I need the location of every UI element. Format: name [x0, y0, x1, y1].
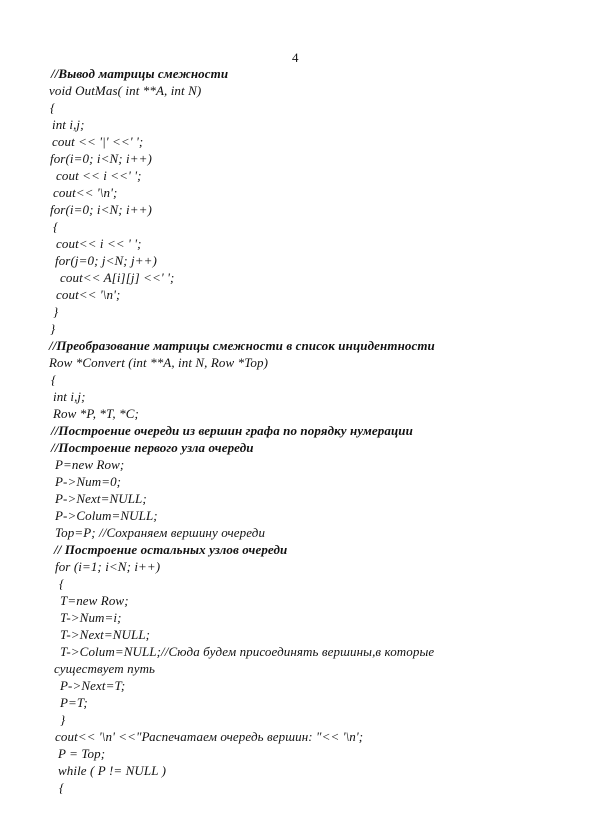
- code-line: cout<< '\n' <<"Распечатаем очередь вершин: "<< '\n';: [55, 729, 364, 744]
- code-line: int i,j;: [53, 389, 86, 404]
- code-line: Row *P, *T, *C;: [53, 406, 139, 421]
- code-line: {: [51, 372, 57, 387]
- code-line: cout<< '\n';: [53, 185, 118, 200]
- code-line: P=new Row;: [55, 457, 125, 472]
- code-line: }: [60, 712, 66, 727]
- code-line: }: [53, 304, 59, 319]
- code-line: {: [53, 219, 59, 234]
- code-line: {: [59, 576, 65, 591]
- code-line: Row *Convert (int **A, int N, Row *Top): [49, 355, 269, 370]
- code-line: while ( P != NULL ): [58, 763, 167, 778]
- code-line: //Построение очереди из вершин графа по порядку нумерации: [51, 423, 413, 438]
- code-line: for(j=0; j<N; j++): [55, 253, 157, 268]
- code-line: cout << i <<' ';: [56, 168, 142, 183]
- code-line: cout << '|' <<' ';: [52, 134, 144, 149]
- code-line: cout<< A[i][j] <<' ';: [60, 270, 175, 285]
- code-line: int i,j;: [52, 117, 85, 132]
- code-line: P->Next=NULL;: [55, 491, 147, 506]
- code-line: {: [50, 100, 56, 115]
- code-line: //Построение первого узла очереди: [51, 440, 254, 455]
- code-line: //Преобразование матрицы смежности в список инцидентности: [49, 338, 435, 353]
- code-line: P->Next=T;: [60, 678, 126, 693]
- code-line: T->Next=NULL;: [60, 627, 151, 642]
- code-line: Top=P; //Сохраняем вершину очереди: [55, 525, 266, 540]
- code-line: T=new Row;: [60, 593, 129, 608]
- code-line: P = Top;: [58, 746, 106, 761]
- code-line: void OutMas( int **A, int N): [49, 83, 202, 98]
- code-line: for(i=0; i<N; i++): [50, 202, 152, 217]
- code-line: cout<< '\n';: [56, 287, 121, 302]
- code-line: }: [50, 321, 56, 336]
- code-line: cout<< i << ' ';: [56, 236, 142, 251]
- code-line: P=T;: [60, 695, 88, 710]
- code-line: T->Colum=NULL;//Сюда будем присоединять вершины,в которые: [60, 644, 435, 659]
- code-line: существует путь: [54, 661, 156, 676]
- code-line: P->Colum=NULL;: [55, 508, 158, 523]
- page-number: 4: [292, 50, 299, 65]
- code-line: P->Num=0;: [55, 474, 122, 489]
- code-line: // Построение остальных узлов очереди: [54, 542, 288, 557]
- code-line: for(i=0; i<N; i++): [50, 151, 152, 166]
- code-line: //Вывод матрицы смежности: [51, 66, 229, 81]
- code-line: T->Num=i;: [60, 610, 122, 625]
- code-line: {: [59, 780, 65, 795]
- code-line: for (i=1; i<N; i++): [55, 559, 161, 574]
